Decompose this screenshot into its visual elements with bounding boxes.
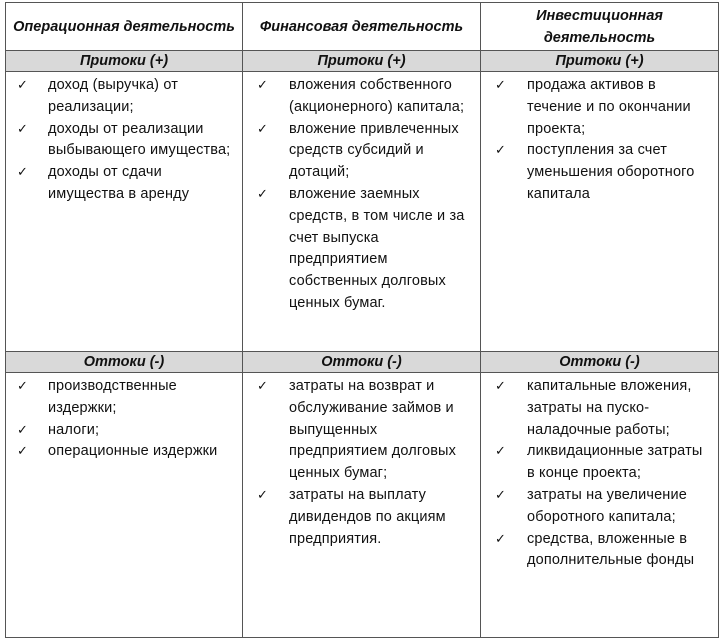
list-item (481, 75, 712, 140)
checkmark-icon: ✓ (257, 121, 269, 137)
list-item-text: поступления за счет уменьшения оборотного капитала (527, 142, 695, 202)
list-item (6, 162, 236, 206)
outflow-label-investment: Оттоки (-) (481, 352, 719, 373)
checkmark-icon: ✓ (17, 165, 29, 181)
list-item (243, 184, 474, 315)
inflows-operating-list (6, 72, 242, 206)
list-item-text: затраты на выплату дивидендов по акциям предприятия. (289, 486, 446, 547)
list-item (481, 529, 712, 573)
outflows-row (6, 373, 719, 638)
list-item-text: капитальные вложения, затраты на пуско-наладочные работы; (527, 378, 692, 438)
header-investment (481, 3, 719, 51)
checkmark-icon: ✓ (17, 121, 29, 137)
checkmark-icon: ✓ (495, 379, 507, 394)
checkmark-icon: ✓ (257, 487, 269, 503)
list-item-text: операционные издержки (48, 443, 218, 460)
inflows-investment (481, 72, 719, 352)
list-item-text: доходы от сдачи имущества в аренду (48, 164, 190, 202)
list-item-text: доход (выручка) от реализации; (48, 77, 179, 115)
list-item-text: ликвидационные затраты в конце проекта; (527, 443, 703, 482)
list-item (6, 441, 236, 463)
inflows-financial (243, 72, 481, 352)
header-financial (243, 3, 481, 51)
list-item (243, 119, 474, 184)
checkmark-icon: ✓ (257, 186, 269, 202)
list-item (481, 441, 712, 485)
header-operating (6, 3, 243, 51)
checkmark-icon: ✓ (17, 379, 29, 394)
list-item-text: производственные издержки; (48, 378, 177, 416)
inflows-row (6, 72, 719, 352)
inflows-financial-list (243, 72, 480, 315)
checkmark-icon: ✓ (495, 487, 507, 503)
list-item-text: затраты на возврат и обслуживание займов и выпущенных предприятием долговых ценных бумаг; (289, 378, 457, 482)
inflow-label-financial: Притоки (+) (243, 51, 481, 72)
outflows-investment-list (481, 373, 718, 572)
header-operating-text: Операционная деятельность (13, 19, 235, 35)
list-item (243, 75, 474, 119)
inflows-label-row (6, 51, 719, 72)
checkmark-icon: ✓ (17, 78, 29, 93)
checkmark-icon: ✓ (495, 444, 507, 460)
checkmark-icon: ✓ (257, 379, 269, 394)
header-investment-text: Инвестиционная деятельность (536, 8, 663, 46)
list-item-text: вложение привлеченных средств субсидий и дотаций; (289, 120, 459, 181)
inflows-investment-list (481, 72, 718, 206)
outflows-operating-list (6, 373, 242, 463)
list-item (481, 485, 712, 529)
list-item-text: продажа активов в течение и по окончании проекта; (527, 77, 691, 137)
list-item (481, 140, 712, 205)
list-item-text: затраты на увеличение оборотного капитала; (527, 486, 687, 525)
list-item-text: налоги; (48, 421, 100, 438)
checkmark-icon: ✓ (257, 78, 269, 93)
list-item (243, 376, 474, 485)
list-item (6, 376, 236, 420)
outflow-label-financial: Оттоки (-) (243, 352, 481, 373)
list-item (6, 75, 236, 119)
header-financial-text: Финансовая деятельность (259, 19, 464, 35)
list-item-text: средства, вложенные в дополнительные фонды (527, 530, 695, 569)
list-item-text: вложение заемных средств, в том числе и за счет выпуска предприятием собственных долговых ценных бумаг. (289, 185, 465, 311)
header-row (6, 3, 719, 51)
list-item (6, 420, 236, 442)
outflow-label-operating: Оттоки (-) (6, 352, 243, 373)
outflows-operating (6, 373, 243, 638)
list-item (6, 119, 236, 163)
list-item (481, 376, 712, 441)
checkmark-icon: ✓ (495, 78, 507, 93)
checkmark-icon: ✓ (495, 531, 507, 547)
checkmark-icon: ✓ (17, 422, 29, 438)
list-item (243, 485, 474, 550)
inflows-operating (6, 72, 243, 352)
list-item-text: вложения собственного (акционерного) капитала; (289, 77, 465, 115)
checkmark-icon: ✓ (17, 444, 29, 460)
outflows-financial (243, 373, 481, 638)
checkmark-icon: ✓ (495, 143, 507, 159)
inflow-label-investment: Притоки (+) (481, 51, 719, 72)
inflow-label-operating: Притоки (+) (6, 51, 243, 72)
cash-flow-table (5, 2, 719, 638)
outflows-investment (481, 373, 719, 638)
outflows-label-row (6, 352, 719, 373)
outflows-financial-list (243, 373, 480, 550)
list-item-text: доходы от реализации выбывающего имущества; (48, 120, 231, 159)
